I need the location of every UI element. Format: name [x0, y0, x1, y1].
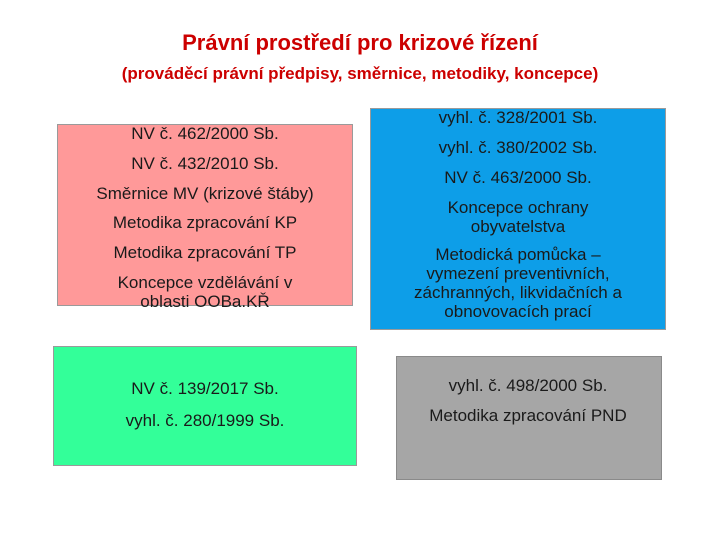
green-item-nv-139: NV č. 139/2017 Sb. — [131, 379, 279, 398]
pink-item-nv-432: NV č. 432/2010 Sb. — [131, 154, 279, 173]
blue-item-pomucka-line2: vymezení preventivních, — [426, 264, 610, 283]
slide-title: Právní prostředí pro krizové řízení — [182, 30, 538, 55]
slide-subtitle: (prováděcí právní předpisy, směrnice, metodiky, koncepce) — [121, 64, 599, 83]
blue-item-pomucka-line1: Metodická pomůcka – — [435, 245, 601, 264]
pink-item-nv-462: NV č. 462/2000 Sb. — [131, 124, 279, 143]
blue-item-pomucka-line4: obnovovacích prací — [444, 302, 592, 321]
blue-item-nv-463: NV č. 463/2000 Sb. — [444, 168, 592, 187]
green-item-vyhl-280: vyhl. č. 280/1999 Sb. — [125, 411, 285, 430]
blue-item-pomucka-line3: záchranných, likvidačních a — [414, 283, 622, 302]
pink-item-metodika-kp: Metodika zpracování KP — [112, 213, 298, 232]
pink-item-smernice: Směrnice MV (krizové štáby) — [96, 184, 314, 203]
blue-item-koncepce-line1: Koncepce ochrany — [447, 198, 589, 217]
green-box — [53, 346, 357, 466]
blue-item-vyhl-328: vyhl. č. 328/2001 Sb. — [438, 108, 598, 127]
pink-item-metodika-tp: Metodika zpracování TP — [113, 243, 297, 262]
gray-item-vyhl-498: vyhl. č. 498/2000 Sb. — [448, 376, 608, 395]
blue-item-vyhl-380: vyhl. č. 380/2002 Sb. — [438, 138, 598, 157]
blue-item-koncepce-line2: obyvatelstva — [470, 217, 566, 236]
pink-item-koncepce-line2: oblasti OOBa.KŘ — [140, 292, 270, 311]
pink-item-koncepce-line1: Koncepce vzdělávání v — [117, 273, 293, 292]
gray-item-metodika-pnd: Metodika zpracování PND — [429, 406, 627, 425]
